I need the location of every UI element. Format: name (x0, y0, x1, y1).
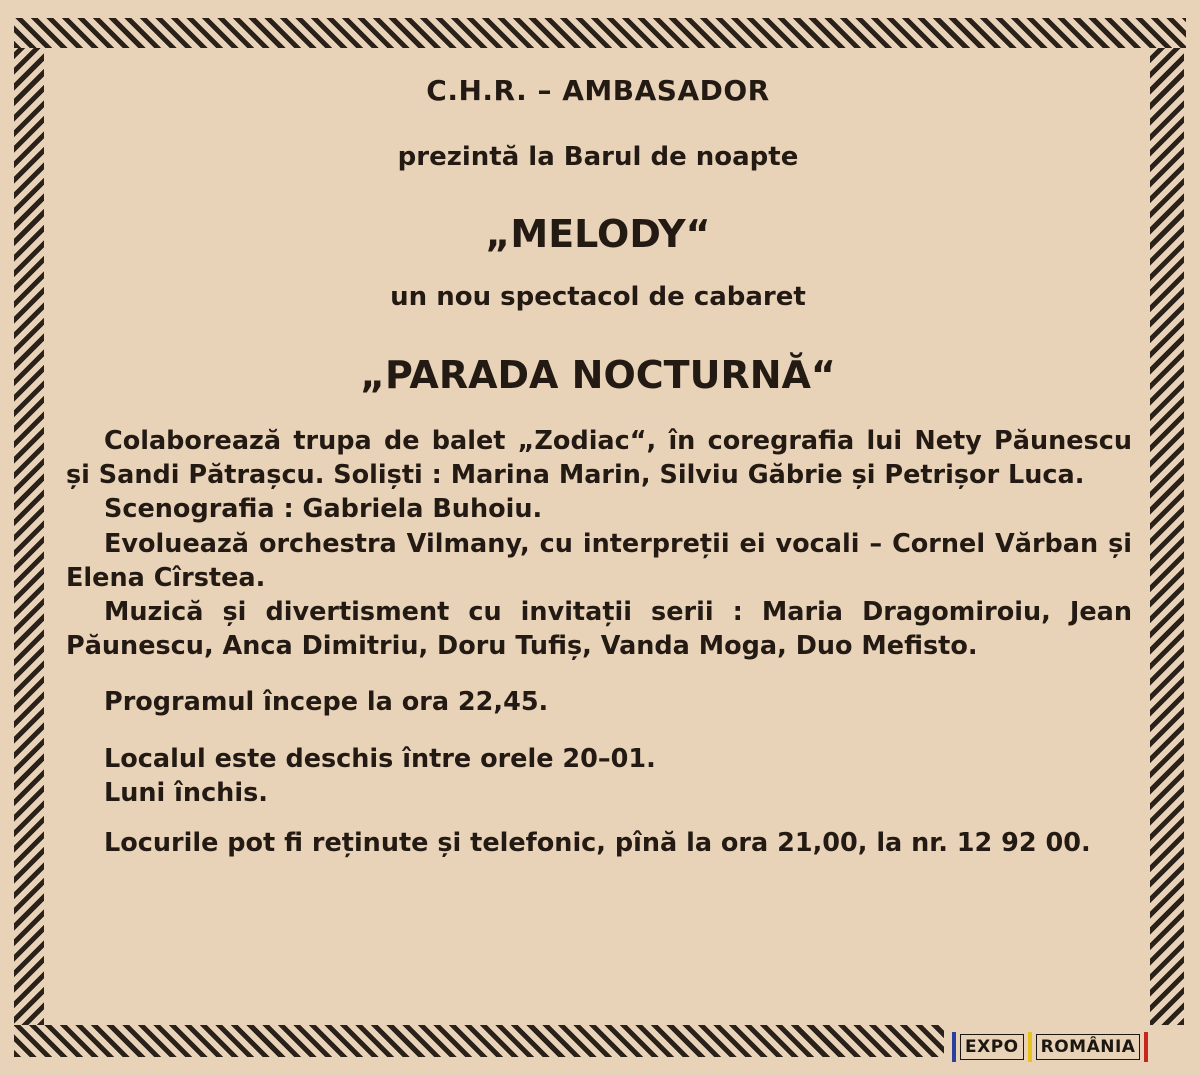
ad-body (66, 424, 1132, 860)
paragraph-scenography: Scenografia : Gabriela Buhoiu. (104, 494, 543, 525)
border-left-hatch (14, 48, 44, 1025)
paragraph-guests: Muzică și divertisment cu invitații serii : Maria Dragomiroiu, Jean Păunescu, Anca Dimitriu, Doru Tufiș, Vanda Moga, Duo Mefisto. (66, 597, 1132, 662)
watermark-left-word: EXPO (960, 1034, 1024, 1060)
expo-romania-watermark (952, 1030, 1188, 1064)
show-title: „PARADA NOCTURNĂ“ (360, 353, 836, 397)
show-type-line: un nou spectacol de cabaret (390, 282, 806, 312)
ad-content (62, 68, 1134, 1018)
flag-yellow-stripe (1028, 1032, 1032, 1062)
border-bottom-hatch (14, 1025, 944, 1057)
border-top-hatch (14, 18, 1186, 48)
flag-blue-stripe (952, 1032, 956, 1062)
paragraph-opening-hours: Localul este deschis între orele 20–01. (104, 743, 656, 774)
paragraph-orchestra: Evoluează orchestra Vilmany, cu interpreții ei vocali – Cornel Vărban și Elena Cîrstea. (66, 528, 1132, 593)
paragraph-reservations: Locurile pot fi reținute și telefonic, pînă la ora 21,00, la nr. 12 92 00. (104, 828, 1091, 859)
paragraph-collaborators: Colaborează trupa de balet „Zodiac“, în coregrafia lui Nety Păunescu și Sandi Pătrașcu. Soliști : Marina Marin, Silviu Găbrie și Petrișor Luca. (66, 426, 1132, 491)
border-right-hatch (1150, 48, 1184, 1025)
flag-red-stripe (1144, 1032, 1148, 1062)
presents-line: prezintă la Barul de noapte (397, 142, 799, 172)
paragraph-closed-day: Luni închis. (104, 777, 268, 808)
organizer-title: C.H.R. – AMBASADOR (426, 74, 770, 107)
venue-name: „MELODY“ (485, 212, 711, 256)
paragraph-start-time: Programul începe la ora 22,45. (104, 687, 549, 718)
watermark-right-word: ROMÂNIA (1036, 1034, 1141, 1060)
